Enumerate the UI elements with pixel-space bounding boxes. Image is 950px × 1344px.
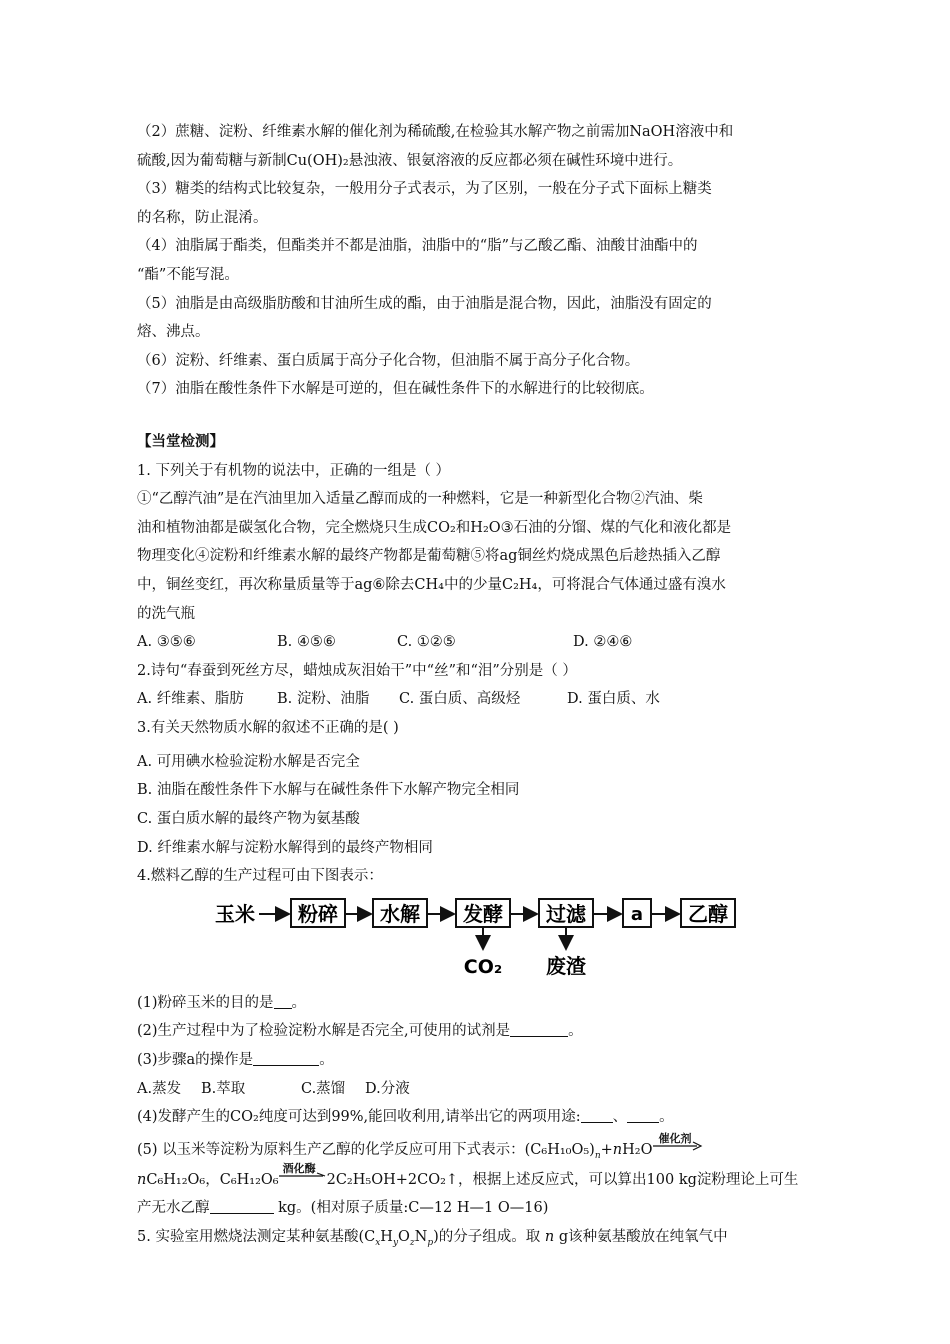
enzyme-label: 酒化酶: [282, 1161, 316, 1175]
sub-question-4: (4)发酵产生的CO₂纯度可达到99%,能回收利用,请举出它的两项用途: 、 。: [137, 1103, 817, 1132]
option-c[interactable]: C.蒸馏: [301, 1080, 346, 1097]
note-line: （6）淀粉、纤维素、蛋白质属于高分子化合物，但油脂不属于高分子化合物。: [137, 352, 640, 369]
note-line: （2）蔗糖、淀粉、纤维素水解的催化剂为稀硫酸,在检验其水解产物之前需加NaOH溶液中和: [137, 124, 734, 140]
reaction-arrow: [653, 1131, 703, 1158]
section-title: 【当堂检测】: [137, 432, 224, 450]
question-4: [137, 862, 817, 1223]
answer-blank[interactable]: [210, 1197, 274, 1214]
question-body-line: 油和植物油都是碳氢化合物，完全燃烧只生成CO₂和H₂O③石油的分馏、煤的气化和液化都是: [137, 519, 732, 536]
flow-byproduct-label: CO₂: [463, 955, 503, 978]
answer-blank[interactable]: [581, 1106, 613, 1123]
note-line: （5）油脂是由高级脂肪酸和甘油所生成的酯，由于油脂是混合物，因此，油脂没有固定的: [137, 295, 712, 312]
option-c[interactable]: C. 蛋白质水解的最终产物为氨基酸: [137, 811, 360, 828]
question-stem: 2.诗句“春蚕到死丝方尽，蜡烛成灰泪始干”中“丝”和“泪”分别是（ ）: [137, 662, 577, 679]
option-a[interactable]: A. ③⑤⑥: [137, 634, 196, 651]
note-line: （3）糖类的结构式比较复杂，一般用分子式表示，为了区别，一般在分子式下面标上糖类: [137, 181, 712, 198]
answer-blank[interactable]: [253, 1049, 319, 1066]
question-body-line: 中，铜丝变红，再次称量质量等于ag⑥除去CH₄中的少量C₂H₄，可将混合气体通过盛有溴水: [137, 576, 726, 593]
note-line: （7）油脂在酸性条件下水解是可逆的，但在碱性条件下的水解进行的比较彻底。: [137, 381, 654, 398]
flow-byproduct-label: 废渣: [546, 953, 586, 978]
document-page: [137, 118, 817, 1252]
option-c[interactable]: C. ①②⑤: [397, 634, 456, 651]
answer-blank[interactable]: [510, 1020, 568, 1037]
notes-section: [137, 118, 817, 404]
production-flow-diagram: [137, 893, 817, 985]
question-stem: 3.有关天然物质水解的叙述不正确的是( ): [137, 719, 399, 736]
question-stem: 1. 下列关于有机物的说法中，正确的一组是（ ）: [137, 462, 451, 479]
sub-question-5-cont: nC₆H₁₂O₆，C₆H₁₂O₆ 酒化酶 2C₂H₅OH+2CO₂↑，根据上述反应式，可以算出100 kg淀粉理论上可生: [137, 1166, 817, 1195]
catalyst-label: 催化剂: [658, 1131, 692, 1145]
note-line: “酯”不能写混。: [137, 266, 239, 283]
question-body-line: ①“乙醇汽油”是在汽油里加入适量乙醇而成的一种燃料，它是一种新型化合物②汽油、柴: [137, 491, 703, 508]
note-line: 的名称，防止混淆。: [137, 209, 268, 226]
sub-question-1: (1)粉碎玉米的目的是 。: [137, 989, 817, 1018]
note-line: 硫酸,因为葡萄糖与新制Cu(OH)₂悬浊液、银氨溶液的反应都必须在碱性环境中进行。: [137, 152, 683, 169]
option-d[interactable]: D. 纤维素水解与淀粉水解得到的最终产物相同: [137, 839, 433, 856]
flow-step-label: 乙醇: [688, 901, 728, 926]
option-d[interactable]: D. 蛋白质、水: [567, 691, 660, 708]
answer-blank[interactable]: [274, 992, 292, 1009]
flow-step-label: 发酵: [463, 901, 503, 926]
question-2: [137, 657, 817, 714]
answer-blank[interactable]: [627, 1106, 659, 1123]
note-line: 熔、沸点。: [137, 324, 210, 341]
note-line: （4）油脂属于酯类，但酯类并不都是油脂，油脂中的“脂”与乙酸乙酯、油酸甘油酯中的: [137, 238, 698, 255]
sub-question-3: (3)步骤a的操作是 。: [137, 1046, 817, 1075]
question-stem: 4.燃料乙醇的生产过程可由下图表示：: [137, 868, 383, 885]
option-b[interactable]: B. ④⑤⑥: [277, 634, 336, 651]
option-d[interactable]: D.分液: [365, 1080, 410, 1097]
option-d[interactable]: D. ②④⑥: [573, 634, 633, 651]
flow-step-label: 粉碎: [298, 901, 338, 926]
question-body-line: 的洗气瓶: [137, 605, 195, 622]
sub-question-5-end: 产无水乙醇 kg。(相对原子质量:C—12 H—1 O—16): [137, 1194, 817, 1223]
reaction-arrow: [279, 1161, 327, 1188]
flow-step-label: 过滤: [546, 901, 586, 926]
question-body-line: 物理变化④淀粉和纤维素水解的最终产物都是葡萄糖⑤将ag铜丝灼烧成黑色后趁热插入乙醇: [137, 548, 721, 565]
question-5-stem: 5. 实验室用燃烧法测定某种氨基酸$(C_xH_yO_zN_p)$的分子组成。取 n g该种氨基酸放在纯氧气中: [137, 1229, 728, 1248]
option-b[interactable]: B. 油脂在酸性条件下水解与在碱性条件下水解产物完全相同: [137, 782, 520, 799]
option-a[interactable]: A.蒸发: [137, 1080, 182, 1097]
options-row: [137, 685, 817, 714]
options-row: [137, 1075, 817, 1104]
option-c[interactable]: C. 蛋白质、高级烃: [399, 691, 521, 708]
flow-step-label: 水解: [380, 901, 420, 926]
option-a[interactable]: A. 纤维素、脂肪: [137, 691, 244, 708]
sub-question-5: (5) 以玉米等淀粉为原料生产乙醇的化学反应可用下式表示：$(C_6H_{10}O_5)_n+nH_2O$ 催化剂: [137, 1136, 817, 1166]
options-row: [137, 628, 817, 657]
option-a[interactable]: A. 可用碘水检验淀粉水解是否完全: [137, 753, 360, 770]
option-b[interactable]: B. 淀粉、油脂: [277, 691, 370, 708]
sub-question-2: (2)生产过程中为了检验淀粉水解是否完全,可使用的试剂是 。: [137, 1017, 817, 1046]
question-3: [137, 714, 817, 862]
flow-step-label: a: [630, 903, 644, 925]
flow-start-label: 玉米: [215, 901, 255, 926]
question-1: [137, 457, 817, 657]
option-b[interactable]: B.萃取: [201, 1080, 246, 1097]
